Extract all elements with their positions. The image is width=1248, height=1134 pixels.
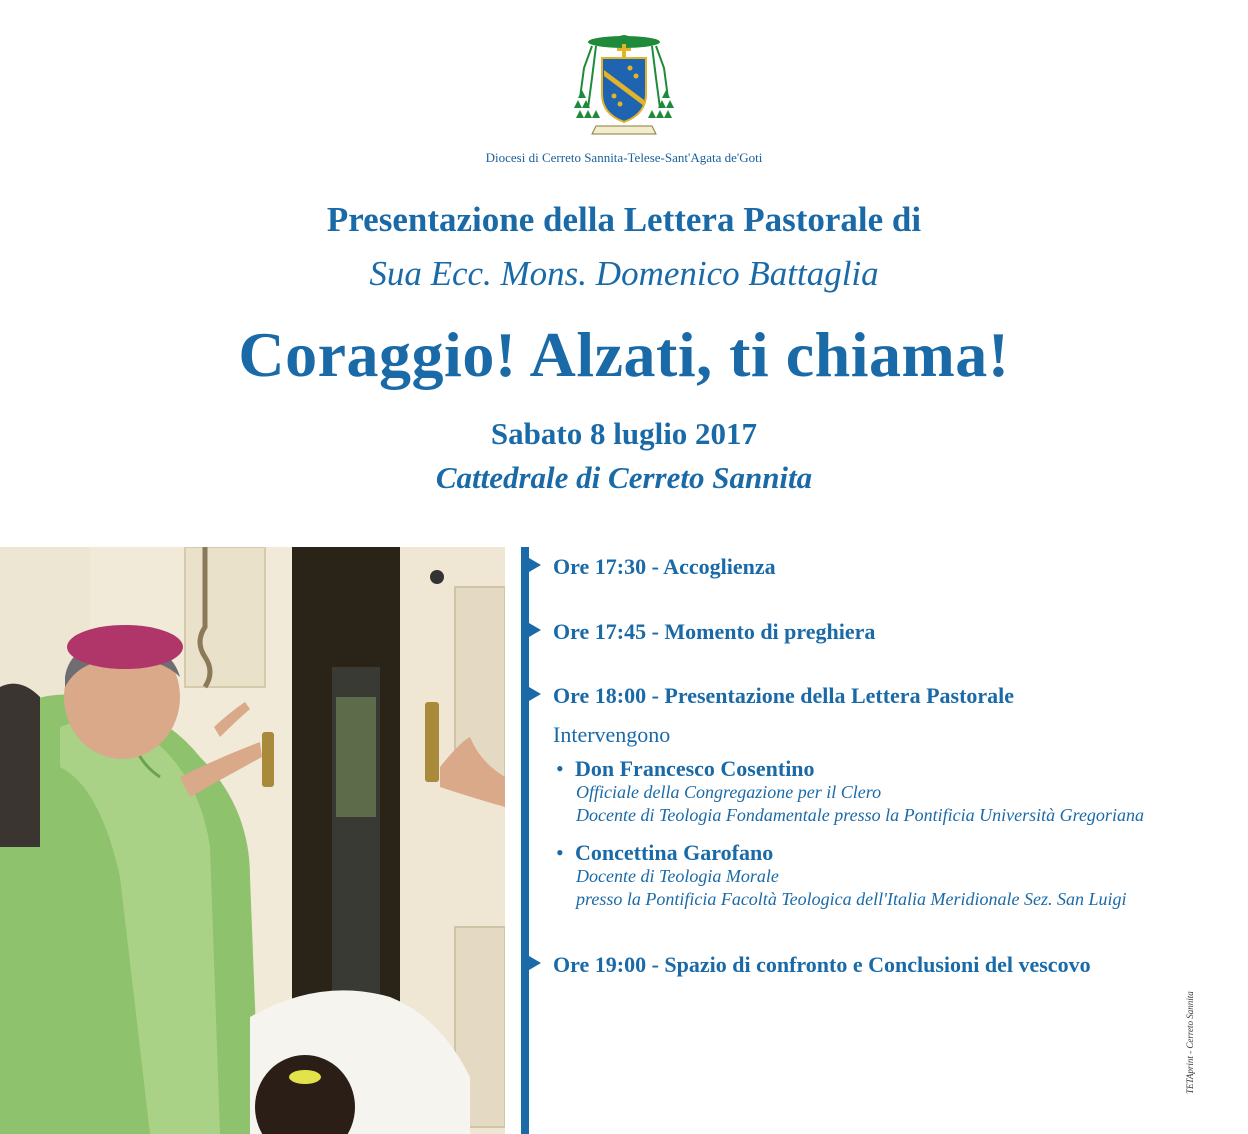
bullet-icon: • — [556, 756, 564, 781]
diocese-name: Diocesi di Cerreto Sannita-Telese-Sant'Agata de'Goti — [485, 150, 763, 165]
speaker-name: Don Francesco Cosentino — [575, 756, 815, 781]
coat-of-arms-icon — [574, 28, 674, 140]
speaker-role: presso la Pontificia Facoltà Teologica dell'Italia Meridionale Sez. San Luigi — [576, 889, 1127, 909]
letter-title: Coraggio! Alzati, ti chiama! — [238, 319, 1010, 390]
program-item-text: Ore 19:00 - Spazio di confronto e Conclusioni del vescovo — [553, 952, 1091, 977]
arrow-right-icon — [529, 687, 541, 701]
program-item-text: Ore 18:00 - Presentazione della Lettera Pastorale — [553, 683, 1015, 708]
arrow-right-icon — [529, 623, 541, 637]
speaker-role: Docente di Teologia Fondamentale presso la Pontificia Università Gregoriana — [576, 805, 1144, 825]
arrow-right-icon — [529, 558, 541, 572]
printer-credit: TETAprint - Cerreto Sannita — [1185, 991, 1195, 1094]
program-item-text: Ore 17:30 - Accoglienza — [553, 554, 776, 579]
speaker-name: Concettina Garofano — [575, 840, 774, 865]
speaker-role: Officiale della Congregazione per il Clero — [576, 782, 882, 802]
program-timeline-line — [521, 547, 529, 1134]
event-place: Cattedrale di Cerreto Sannita — [435, 460, 813, 495]
bishop-opening-door-photo — [0, 547, 505, 1134]
bullet-icon: • — [556, 840, 564, 865]
bishop-name: Sua Ecc. Mons. Domenico Battaglia — [369, 254, 879, 293]
event-date: Sabato 8 luglio 2017 — [490, 416, 758, 451]
arrow-right-icon — [529, 956, 541, 970]
speaker-role: Docente di Teologia Morale — [576, 866, 779, 886]
program-item-text: Ore 17:45 - Momento di preghiera — [553, 619, 876, 644]
speakers-intro: Intervengono — [553, 722, 671, 747]
presentation-heading: Presentazione della Lettera Pastorale di — [326, 200, 922, 239]
